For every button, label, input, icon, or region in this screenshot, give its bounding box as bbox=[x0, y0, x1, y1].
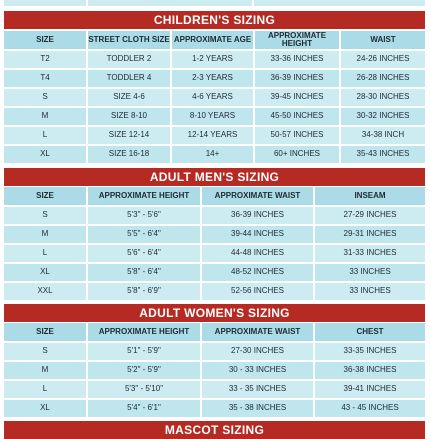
table-cell: 33 INCHES bbox=[315, 264, 425, 281]
table-cell: 5'5" - 6'4" bbox=[88, 226, 200, 243]
table-row bbox=[4, 127, 425, 144]
section-title-mascot: MASCOT SIZING bbox=[4, 421, 425, 439]
table-cell: SIZE 16-18 bbox=[88, 146, 170, 163]
column-header: APPROXIMATE WAIST bbox=[202, 323, 313, 341]
table-cell: 60+ INCHES bbox=[255, 146, 339, 163]
table-cell: 27-29 INCHES bbox=[315, 207, 425, 224]
table-cell: 39-45 INCHES bbox=[255, 89, 339, 106]
table-cell: TODDLER 2 bbox=[88, 51, 170, 68]
column-header: STREET CLOTH SIZE bbox=[88, 31, 170, 49]
table-cell: 33-36 INCHES bbox=[255, 51, 339, 68]
table-row bbox=[4, 226, 425, 243]
table-cell: 36-39 INCHES bbox=[202, 207, 313, 224]
column-header: CHEST bbox=[315, 323, 425, 341]
column-header: APPROXIMATE HEIGHT bbox=[88, 323, 200, 341]
table-cell: 2-3 YEARS bbox=[172, 70, 253, 87]
table-cell: 24-26 INCHES bbox=[341, 51, 425, 68]
table-cell: XL bbox=[4, 146, 86, 163]
table-row bbox=[4, 283, 425, 300]
table-cell: 31-33 INCHES bbox=[315, 245, 425, 262]
table-cell: 43 - 45 INCHES bbox=[315, 400, 425, 417]
column-header: APPROXIMATE AGE bbox=[172, 31, 253, 49]
table-header-row bbox=[4, 31, 425, 49]
table-cell: 29-31 INCHES bbox=[315, 226, 425, 243]
table-cell: 5'3" - 5'6" bbox=[88, 207, 200, 224]
table-cell: 50-57 INCHES bbox=[255, 127, 339, 144]
table-cell: 33-35 INCHES bbox=[315, 343, 425, 360]
section-title-men: ADULT MEN'S SIZING bbox=[4, 168, 425, 186]
table-cell: 33 INCHES bbox=[315, 283, 425, 300]
table-row bbox=[4, 207, 425, 224]
table-cell: 5'1" - 5'9" bbox=[88, 343, 200, 360]
table-cell: SIZE 12-14 bbox=[88, 127, 170, 144]
table-cell: T4 bbox=[4, 70, 86, 87]
table-cell: 30-32 INCHES bbox=[341, 108, 425, 125]
column-header: INSEAM bbox=[315, 187, 425, 205]
table-row bbox=[4, 146, 425, 163]
table-cell: XL bbox=[4, 264, 86, 281]
table-cell: 14+ bbox=[172, 146, 253, 163]
column-header: APPROXIMATE HEIGHT bbox=[255, 31, 339, 49]
table-cell: 45-50 INCHES bbox=[255, 108, 339, 125]
table-cell: XXL bbox=[4, 283, 86, 300]
column-header: APPROXIMATE HEIGHT bbox=[88, 187, 200, 205]
table-cell: 4-6 YEARS bbox=[172, 89, 253, 106]
table-cell: 36-39 INCHES bbox=[255, 70, 339, 87]
table-row bbox=[4, 245, 425, 262]
table-cell: SIZE 8-10 bbox=[88, 108, 170, 125]
table-cell: 39-41 INCHES bbox=[315, 381, 425, 398]
table-cell: L bbox=[4, 381, 86, 398]
table-row bbox=[4, 362, 425, 379]
table-cell bbox=[88, 0, 252, 6]
table-cell: 36-38 INCHES bbox=[315, 362, 425, 379]
table-row bbox=[4, 343, 425, 360]
table-row bbox=[4, 89, 425, 106]
table-cell: 5'3" - 5'10" bbox=[88, 381, 200, 398]
table-row bbox=[4, 400, 425, 417]
table-cell: L bbox=[4, 127, 86, 144]
table-cell: M bbox=[4, 108, 86, 125]
table-row bbox=[4, 264, 425, 281]
table-row bbox=[4, 51, 425, 68]
table-cell: 12-14 YEARS bbox=[172, 127, 253, 144]
table-cell bbox=[4, 0, 86, 6]
table-cell: 26-28 INCHES bbox=[341, 70, 425, 87]
table-row bbox=[4, 70, 425, 87]
table-cell: 5'2" - 5'9" bbox=[88, 362, 200, 379]
section-title-women: ADULT WOMEN'S SIZING bbox=[4, 304, 425, 322]
table-cell: M bbox=[4, 226, 86, 243]
table-cell: XL bbox=[4, 400, 86, 417]
table-cell: S bbox=[4, 343, 86, 360]
table-cell: 5'6" - 6'4" bbox=[88, 245, 200, 262]
table-cell: 28-30 INCHES bbox=[341, 89, 425, 106]
table-cell: M bbox=[4, 362, 86, 379]
table-cell bbox=[254, 0, 425, 6]
table-cell: 5'8" - 6'9" bbox=[88, 283, 200, 300]
table-cell: 27-30 INCHES bbox=[202, 343, 313, 360]
table-header-row bbox=[4, 323, 425, 341]
column-header: SIZE bbox=[4, 323, 86, 341]
table-cell: 34-38 INCH bbox=[341, 127, 425, 144]
table-cell: 39-44 INCHES bbox=[202, 226, 313, 243]
table-row bbox=[4, 108, 425, 125]
column-header: SIZE bbox=[4, 187, 86, 205]
table-cell: TODDLER 4 bbox=[88, 70, 170, 87]
table-cell: 30 - 33 INCHES bbox=[202, 362, 313, 379]
table-cell: S bbox=[4, 207, 86, 224]
column-header: WAIST bbox=[341, 31, 425, 49]
table-cell: 35-43 INCHES bbox=[341, 146, 425, 163]
table-header-row bbox=[4, 187, 425, 205]
section-title-children: CHILDREN'S SIZING bbox=[4, 11, 425, 29]
table-cell: 48-52 INCHES bbox=[202, 264, 313, 281]
table-cell: 5'4" - 6'1" bbox=[88, 400, 200, 417]
table-cell: 5'8" - 6'4" bbox=[88, 264, 200, 281]
table-cell: T2 bbox=[4, 51, 86, 68]
table-cell: 8-10 YEARS bbox=[172, 108, 253, 125]
column-header: SIZE bbox=[4, 31, 86, 49]
top-partial-row bbox=[4, 0, 425, 6]
table-cell: 44-48 INCHES bbox=[202, 245, 313, 262]
table-cell: S bbox=[4, 89, 86, 106]
table-row bbox=[4, 381, 425, 398]
table-cell: 1-2 YEARS bbox=[172, 51, 253, 68]
table-cell: L bbox=[4, 245, 86, 262]
table-cell: 33 - 35 INCHES bbox=[202, 381, 313, 398]
table-cell: 52-56 INCHES bbox=[202, 283, 313, 300]
table-cell: SIZE 4-6 bbox=[88, 89, 170, 106]
column-header: APPROXIMATE WAIST bbox=[202, 187, 313, 205]
table-cell: 35 - 38 INCHES bbox=[202, 400, 313, 417]
